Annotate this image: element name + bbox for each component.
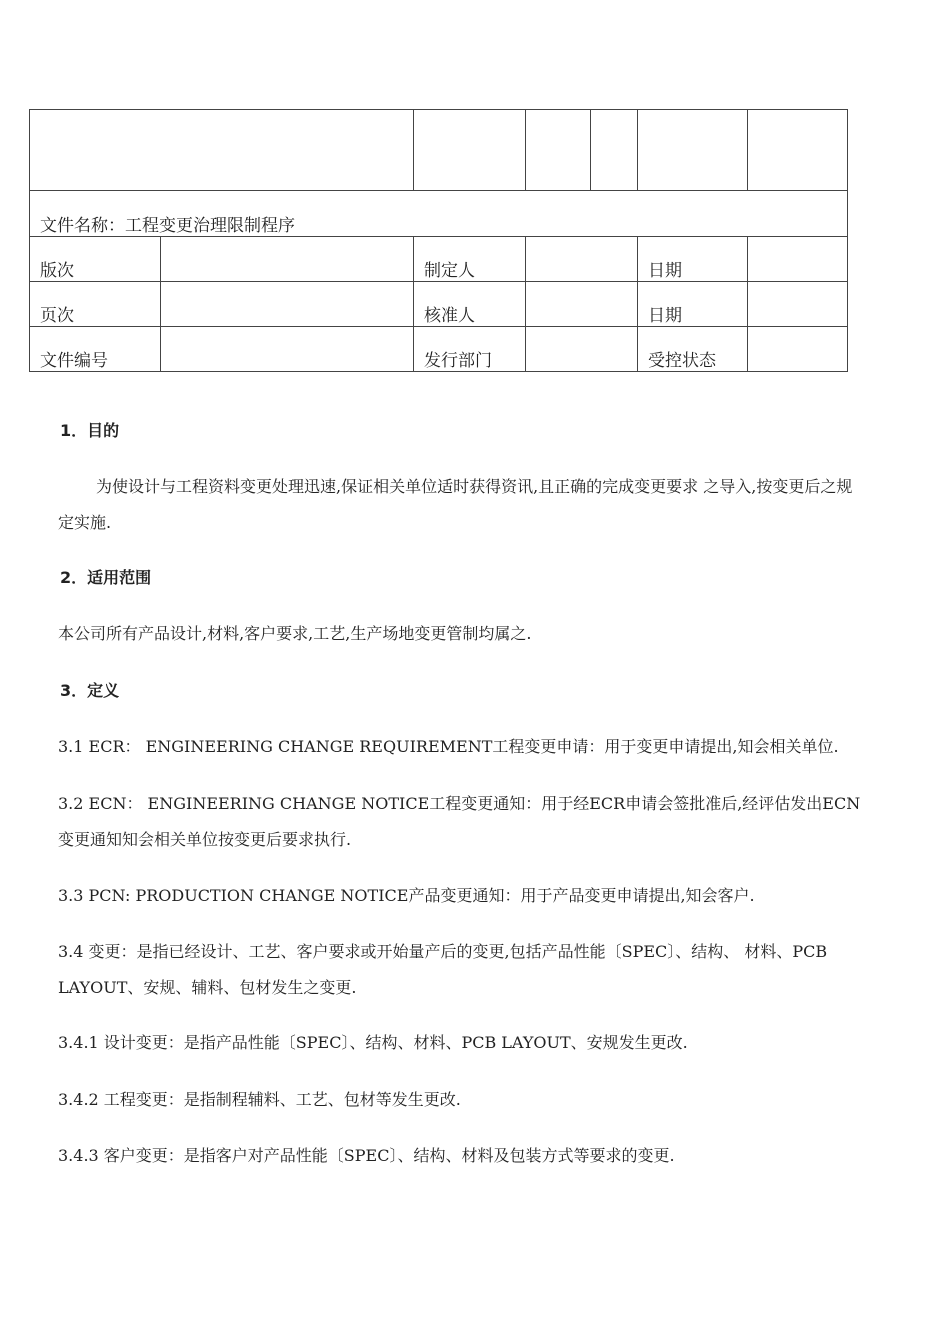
label-cell xyxy=(638,282,748,327)
section-1-body: 为使设计与工程资料变更处理迅速,保证相关单位适时获得资讯,且正确的完成变更要求 之导入,按变更后之规定实施. xyxy=(58,477,853,532)
label-doc-number: 文件编号 xyxy=(40,351,108,371)
definition-3-4-1: 3.4.1 设计变更：是指产品性能〔SPEC〕、结构、材料、PCB LAYOUT、安规发生更改. xyxy=(58,1033,688,1052)
header-row xyxy=(30,237,848,282)
header-blank-cell xyxy=(591,110,638,191)
file-name-cell xyxy=(30,191,848,237)
value-cell xyxy=(748,327,848,372)
header-blank-cell xyxy=(638,110,748,191)
definition-3-4-2: 3.4.2 工程变更：是指制程辅料、工艺、包材等发生更改. xyxy=(58,1090,461,1109)
definition-3-2: 3.2 ECN： ENGINEERING CHANGE NOTICE工程变更通知：用于经ECR申请会签批准后,经评估发出ECN变更通知知会相关单位按变更后要求执行. xyxy=(58,794,861,849)
label-approver: 核准人 xyxy=(424,306,476,326)
header-blank-cell xyxy=(414,110,526,191)
definition-3-3: 3.3 PCN: PRODUCTION CHANGE NOTICE产品变更通知：用于产品变更申请提出,知会客户. xyxy=(58,886,755,905)
section-2-heading: 2．适用范围 xyxy=(60,568,152,587)
section-2-body: 本公司所有产品设计,材料,客户要求,工艺,生产场地变更管制均属之. xyxy=(58,624,532,643)
value-cell xyxy=(748,282,848,327)
label-cell xyxy=(638,327,748,372)
value-cell xyxy=(161,327,414,372)
value-cell xyxy=(526,237,638,282)
label-cell xyxy=(414,237,526,282)
section-1-heading: 1．目的 xyxy=(60,421,120,440)
label-issuing-dept: 发行部门 xyxy=(424,351,493,371)
section-3-heading: 3．定义 xyxy=(60,681,120,700)
value-cell xyxy=(526,282,638,327)
label-page: 页次 xyxy=(40,306,74,326)
header-blank-cell xyxy=(30,110,414,191)
value-cell xyxy=(748,237,848,282)
document-header-table xyxy=(29,109,848,372)
file-name-text: 文件名称：工程变更治理限制程序 xyxy=(40,216,295,236)
header-blank-cell xyxy=(526,110,591,191)
definition-3-4-3: 3.4.3 客户变更：是指客户对产品性能〔SPEC〕、结构、材料及包装方式等要求的变更. xyxy=(58,1146,675,1165)
header-top-row xyxy=(30,110,848,191)
label-cell xyxy=(30,282,161,327)
label-cell xyxy=(414,282,526,327)
label-author: 制定人 xyxy=(424,261,476,281)
value-cell xyxy=(526,327,638,372)
header-row xyxy=(30,282,848,327)
definition-3-1: 3.1 ECR： ENGINEERING CHANGE REQUIREMENT工程变更申请：用于变更申请提出,知会相关单位. xyxy=(58,737,839,756)
label-date: 日期 xyxy=(648,261,683,281)
header-blank-cell xyxy=(748,110,848,191)
label-cell xyxy=(30,237,161,282)
file-name-row xyxy=(30,191,848,237)
definition-3-4: 3.4 变更：是指已经设计、工艺、客户要求或开始量产后的变更,包括产品性能〔SPEC〕、结构、 材料、PCB LAYOUT、安规、辅料、包材发生之变更. xyxy=(58,942,828,997)
value-cell xyxy=(161,282,414,327)
label-date: 日期 xyxy=(648,306,683,326)
label-cell xyxy=(30,327,161,372)
label-cell xyxy=(414,327,526,372)
label-cell xyxy=(638,237,748,282)
label-control-status: 受控状态 xyxy=(648,351,717,371)
value-cell xyxy=(161,237,414,282)
header-row xyxy=(30,327,848,372)
label-version: 版次 xyxy=(40,261,74,281)
